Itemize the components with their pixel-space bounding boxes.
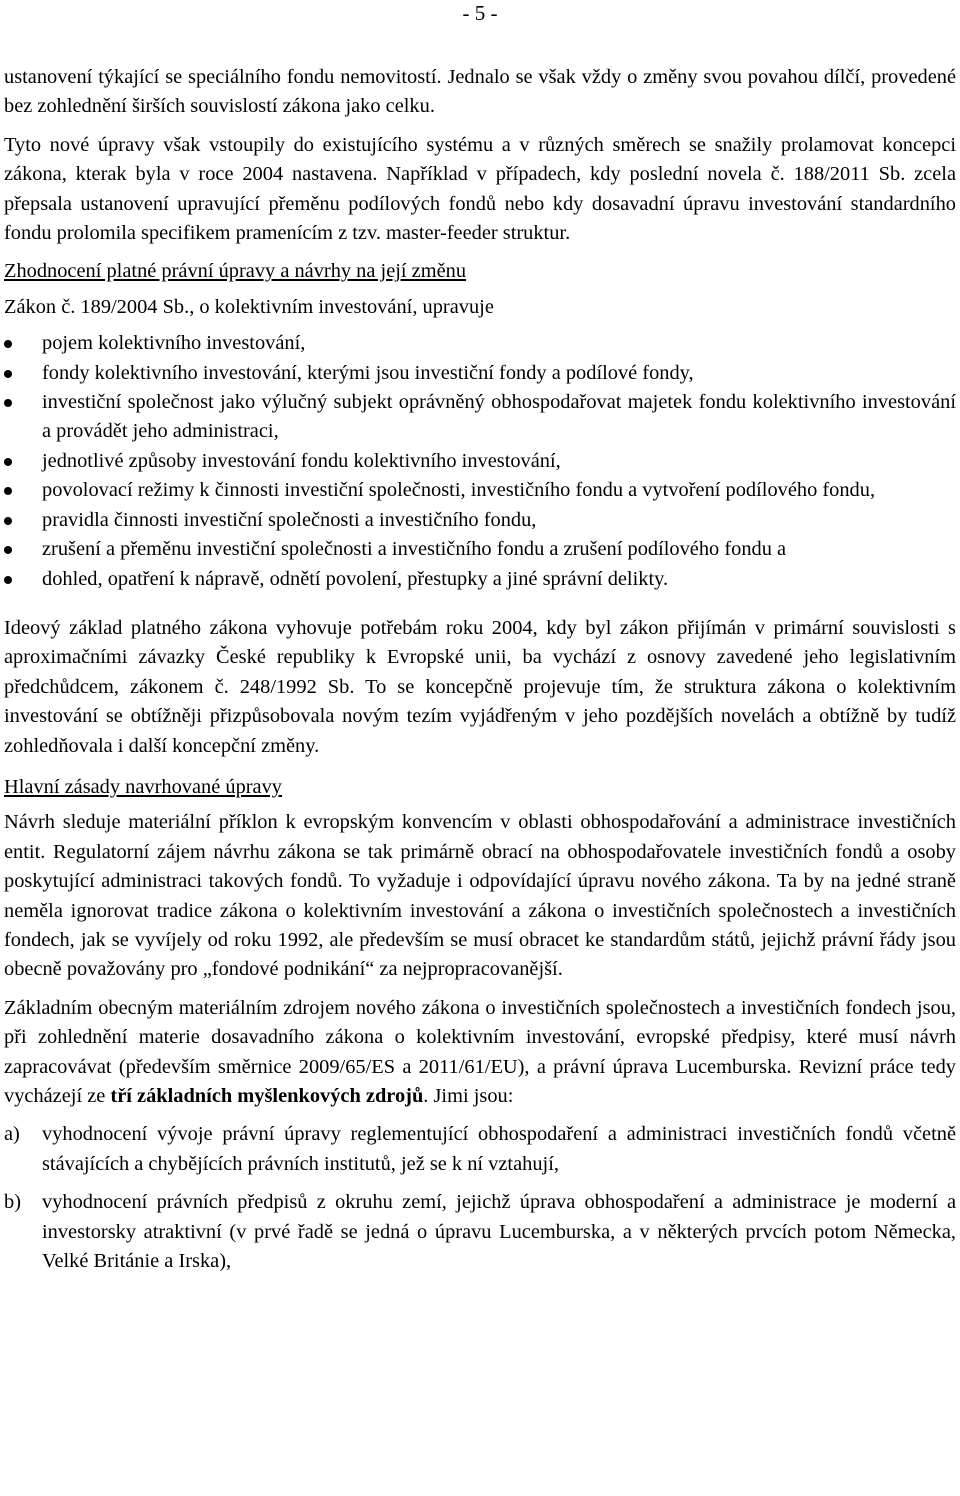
paragraph-sources-bold: tří základních myšlenkových zdrojů xyxy=(110,1085,424,1107)
list-item xyxy=(4,476,956,505)
list-item xyxy=(4,329,956,358)
list-item-text: vyhodnocení právních předpisů z okruhu zemí, jejichž úprava obhospodaření a administrace je moderní a investorsky atraktivní (v prvé řadě se jedná o úpravu Lucemburska, a v některých prvcích potom Německa, Velké Británie a Irska), xyxy=(42,1191,956,1273)
bullet-icon xyxy=(4,340,12,348)
list-item xyxy=(4,506,956,535)
section-heading-evaluation: Zhodnocení platné právní úpravy a návrhy na její změnu xyxy=(4,260,467,283)
paragraph-sources-text: Základním obecným materiálním zdrojem nového zákona o investičních společnostech a investičních fondech jsou, při zohlednění materie dosavadního zákona o kolektivním investování, evropské předpisy, které musí návrh zapracovávat (především směrnice 2009/65/ES a 2011/61/EU), a právní úprava Lucemburska. Revizní práce tedy vycházejí ze xyxy=(4,996,956,1107)
paragraph-1: ustanovení týkající se speciálního fondu nemovitostí. Jednalo se však vždy o změny svou povahou dílčí, provedené bez zohlednění širších souvislostí zákona jako celku. xyxy=(4,66,956,118)
page-number: - 5 - xyxy=(462,1,498,25)
bullet-icon xyxy=(4,517,12,525)
paragraph-ideological-basis: Ideový základ platného zákona vyhovuje potřebám roku 2004, kdy byl zákon přijímán v primární souvislosti s aproximačními závazky České republiky k Evropské unii, ba vychází z osnovy zavedené jeho legislativním předchůdcem, zákonem č. 248/1992 Sb. To se koncepčně projevuje tím, že struktura zákona o kolektivním investování se obtížněji přizpůsobovala novým tezím vyjádřeným v jeho pozdějších novelách a obtížně by tudíž zohledňovala i další koncepční změny. xyxy=(4,616,956,757)
section-heading-principles: Hlavní zásady navrhované úpravy xyxy=(4,775,283,798)
document-body xyxy=(4,63,956,1276)
bullet-icon xyxy=(4,546,12,554)
paragraph-proposal: Návrh sleduje materiální příklon k evropským konvencím v oblasti obhospodařování a administrace investičních entit. Regulatorní zájem návrhu zákona se tak primárně obrací na obhospodařovatele investičních fondů a osoby poskytující administraci takových fondů. To vyžaduje i odpovídající úpravu nového zákona. Ta by na jedné straně neměla ignorovat tradice zákona o kolektivním investování a zákona o investičních společnostech a investičních fondech, jak se vyvíjely od roku 1992, ale především se musí obracet ke standardům států, jejichž právní řády jsou obecně považovány pro „fondové podnikání“ za nejpropracovanější. xyxy=(4,811,956,981)
list-item-text: pojem kolektivního investování, xyxy=(42,332,306,355)
list-marker: b) xyxy=(4,1191,21,1214)
paragraph-2: Tyto nové úpravy však vstoupily do existujícího systému a v různých směrech se snažily prolamovat koncepci zákona, kterak byla v roce 2004 nastavena. Například v případech, kdy poslední novela č. 188/2011 Sb. zcela přepsala ustanovení upravující přeměnu podílových fondů nebo kdy dosavadní úpravu investování standardního fondu prolomila specifikem pramenícím z tzv. master-feeder struktur. xyxy=(4,133,956,245)
list-item-text: jednotlivé způsoby investování fondu kolektivního investování, xyxy=(42,449,561,472)
list-item xyxy=(4,1120,956,1179)
list-item-text: pravidla činnosti investiční společnosti a investičního fondu, xyxy=(42,508,537,531)
list-item-text: dohled, opatření k nápravě, odnětí povolení, přestupky a jiné správní delikty. xyxy=(42,567,669,590)
list-item-text: fondy kolektivního investování, kterými jsou investiční fondy a podílové fondy, xyxy=(42,361,694,384)
regulation-list xyxy=(4,329,956,594)
list-item xyxy=(4,359,956,388)
sources-list xyxy=(4,1120,956,1276)
paragraph-sources-end: . Jimi jsou: xyxy=(423,1085,514,1107)
list-marker: a) xyxy=(4,1123,20,1146)
bullet-icon xyxy=(4,576,12,584)
list-item-text: vyhodnocení vývoje právní úpravy reglementující obhospodaření a administraci investičních fondů včetně stávajících a chybějících právních institutů, jež se k ní vztahují, xyxy=(42,1123,956,1175)
list-item-text: investiční společnost jako výlučný subjekt oprávněný obhospodařovat majetek fondu kolektivního investování a provádět jeho administraci, xyxy=(42,391,956,443)
list-item xyxy=(4,1188,956,1276)
list-item xyxy=(4,447,956,476)
paragraph-sources xyxy=(4,994,956,1112)
list-item xyxy=(4,565,956,594)
bullet-icon xyxy=(4,458,12,466)
bullet-icon xyxy=(4,487,12,495)
list-item-text: povolovací režimy k činnosti investiční společnosti, investičního fondu a vytvoření podílového fondu, xyxy=(42,479,876,502)
list-item xyxy=(4,388,956,447)
bullet-icon xyxy=(4,370,12,378)
law-intro: Zákon č. 189/2004 Sb., o kolektivním investování, upravuje xyxy=(4,295,494,318)
list-item-text: zrušení a přeměnu investiční společnosti a investičního fondu a zrušení podílového fondu a xyxy=(42,538,787,561)
bullet-icon xyxy=(4,399,12,407)
list-item xyxy=(4,535,956,564)
